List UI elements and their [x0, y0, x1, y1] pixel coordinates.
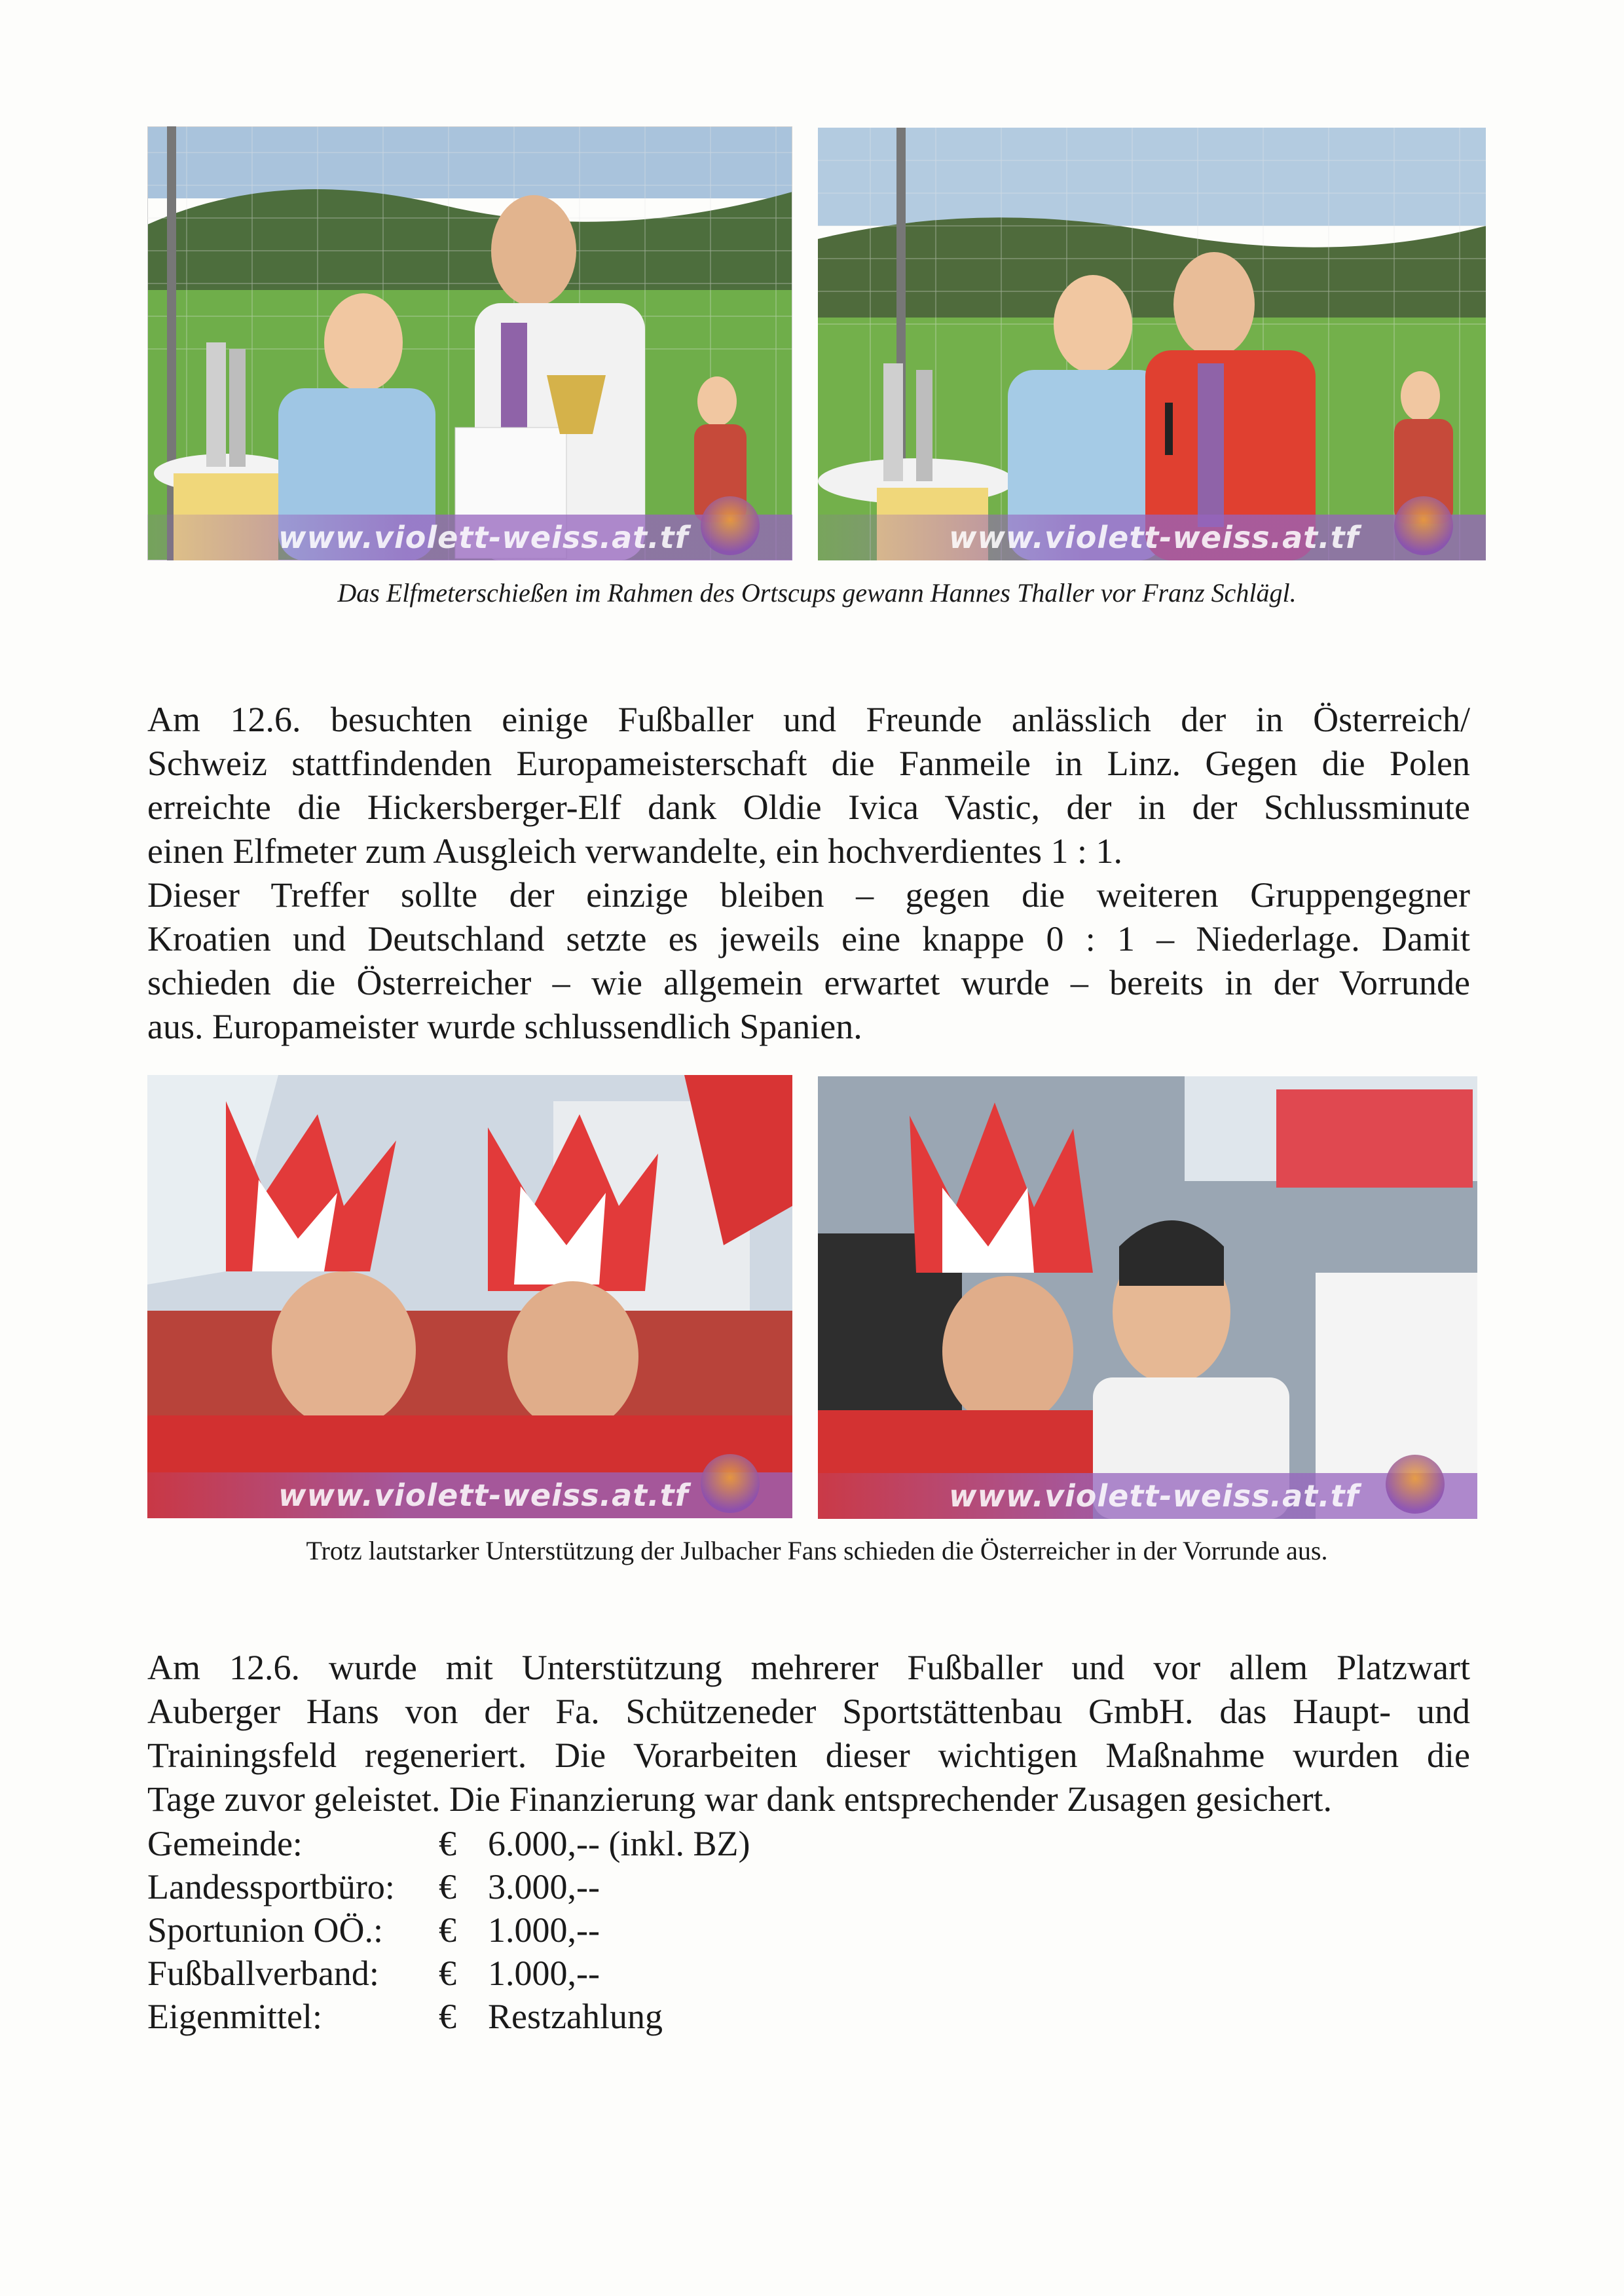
text-line: Am 12.6. wurde mit Unterstützung mehrerer Fußballer und vor allem Platzwart — [147, 1648, 1470, 1687]
currency-symbol: € — [439, 1997, 456, 2036]
text-line: erreichte die Hickersberger-Elf dank Oldie Ivica Vastic, der in der Schlussminute — [147, 788, 1470, 827]
text-line: aus. Europameister wurde schlussendlich Spanien. — [147, 1007, 862, 1046]
financing-row-eigenmittel — [147, 1995, 750, 2038]
financing-amount: 1.000,-- — [488, 1954, 600, 1993]
caption-penalty-shootout: Das Elfmeterschießen im Rahmen des Ortscups gewann Hannes Thaller vor Franz Schlägl. — [337, 578, 1297, 608]
trophy-handshake-photo — [147, 126, 792, 560]
financing-label: Sportunion OÖ.: — [147, 1910, 384, 1950]
paragraph-field-renovation — [147, 1646, 1470, 1821]
fans-wigs-illustration — [147, 1075, 792, 1518]
caption-fans: Trotz lautstarker Unterstützung der Julbacher Fans schieden die Österreicher in der Vorrunde aus. — [306, 1536, 1328, 1565]
fans-fanmeile-photo — [818, 1076, 1477, 1519]
watermark-text: www.violett-weiss.at.tf — [147, 515, 792, 560]
text-line: Dieser Treffer sollte der einzige bleiben – gegen die weiteren Gruppengegner — [147, 875, 1470, 915]
currency-symbol: € — [439, 1954, 456, 1993]
watermark-logo — [701, 496, 760, 555]
financing-label: Eigenmittel: — [147, 1997, 322, 2036]
fans-red-white-wigs-photo — [147, 1075, 792, 1518]
watermark-logo — [1386, 1455, 1445, 1514]
watermark-logo — [701, 1454, 760, 1513]
text-line: Am 12.6. besuchten einige Fußballer und Freunde anlässlich der in Österreich/ — [147, 700, 1470, 739]
watermark-logo — [1394, 496, 1453, 555]
text-line: einen Elfmeter zum Ausgleich verwandelte, ein hochverdientes 1 : 1. — [147, 831, 1122, 871]
text-line: Kroatien und Deutschland setzte es jeweils eine knappe 0 : 1 – Niederlage. Damit — [147, 919, 1470, 958]
financing-label: Fußballverband: — [147, 1954, 379, 1993]
financing-list — [147, 1822, 750, 2038]
text-line: Trainingsfeld regeneriert. Die Vorarbeiten dieser wichtigen Maßnahme wurden die — [147, 1736, 1470, 1775]
financing-amount: 6.000,-- (inkl. BZ) — [488, 1824, 750, 1863]
text-line: schieden die Österreicher – wie allgemein erwartet wurde – bereits in der Vorrunde — [147, 963, 1470, 1002]
financing-label: Landessportbüro: — [147, 1867, 395, 1906]
microphone-interview-photo — [818, 128, 1486, 560]
watermark-text: www.violett-weiss.at.tf — [818, 515, 1486, 560]
currency-symbol: € — [439, 1910, 456, 1950]
financing-amount: 3.000,-- — [488, 1867, 600, 1906]
financing-row-landessportbuero — [147, 1865, 750, 1908]
financing-label: Gemeinde: — [147, 1824, 303, 1863]
financing-row-fussballverband — [147, 1952, 750, 1995]
currency-symbol: € — [439, 1824, 456, 1863]
financing-row-sportunion — [147, 1908, 750, 1952]
microphone-interview-illustration — [818, 128, 1486, 560]
financing-amount: 1.000,-- — [488, 1910, 600, 1950]
paragraph-fanmeile — [147, 698, 1470, 1049]
fans-fanmeile-illustration — [818, 1076, 1477, 1519]
currency-symbol: € — [439, 1867, 456, 1906]
watermark-text: www.violett-weiss.at.tf — [818, 1473, 1477, 1519]
text-line: Auberger Hans von der Fa. Schützeneder Sportstättenbau GmbH. das Haupt- und — [147, 1692, 1470, 1731]
watermark-text: www.violett-weiss.at.tf — [147, 1472, 792, 1518]
financing-row-gemeinde — [147, 1822, 750, 1865]
text-line: Tage zuvor geleistet. Die Finanzierung war dank entsprechender Zusagen gesichert. — [147, 1779, 1332, 1819]
financing-amount: Restzahlung — [488, 1997, 663, 2036]
trophy-handshake-illustration — [147, 126, 792, 560]
text-line: Schweiz stattfindenden Europameisterschaft die Fanmeile in Linz. Gegen die Polen — [147, 744, 1470, 783]
